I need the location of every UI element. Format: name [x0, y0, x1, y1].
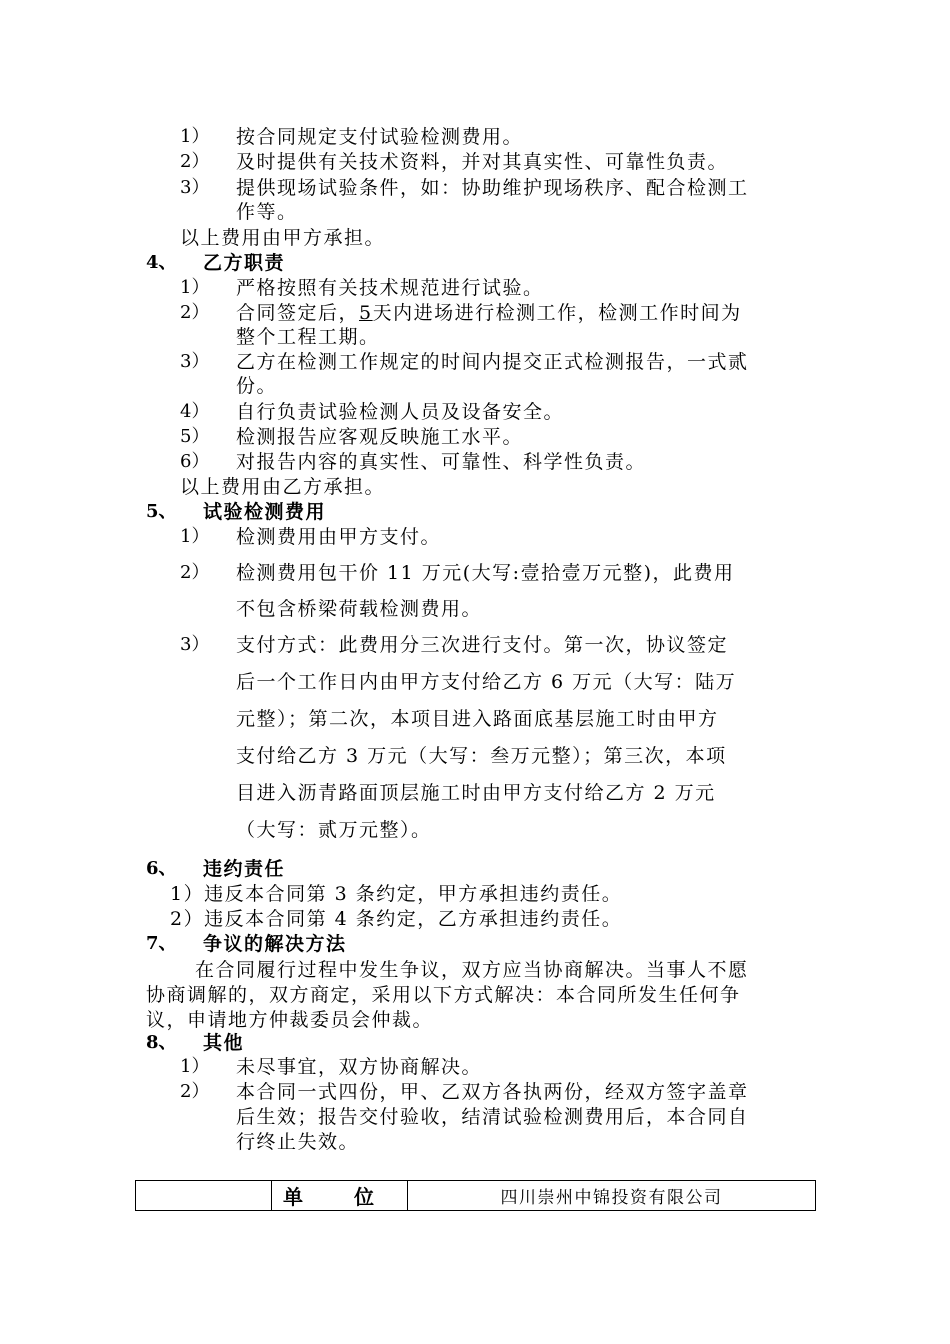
section-6-number: 6、 — [146, 858, 177, 879]
yi-footer: 以上费用由乙方承担。 — [180, 476, 386, 498]
other-item-2-num: 2） — [180, 1081, 210, 1102]
section-4-number: 4、 — [146, 252, 177, 273]
other-item-2-line-1: 本合同一式四份，甲、乙双方各执两份，经双方签字盖章 — [236, 1081, 749, 1103]
fee-item-3-line-5: 目进入沥青路面顶层施工时由甲方支付给乙方 2 万元 — [236, 782, 716, 804]
section-6-title: 违约责任 — [203, 858, 286, 880]
section-5-number: 5、 — [146, 501, 177, 522]
fee-item-1-num: 1） — [180, 526, 210, 547]
yi-item-2-text — [236, 301, 742, 325]
fee-item-2-num: 2） — [180, 562, 210, 583]
yi-item-2-text-cont: 整个工程工期。 — [236, 326, 380, 348]
yi-item-3-num: 3） — [180, 351, 210, 372]
dispute-line-3: 议，申请地方仲裁委员会仲裁。 — [146, 1009, 434, 1031]
yi-item-2-text-pre: 合同签定后， — [236, 302, 360, 324]
signature-table-empty-cell — [136, 1181, 272, 1211]
breach-item-2: 2）违反本合同第 4 条约定，乙方承担违约责任。 — [170, 908, 623, 930]
jia-footer: 以上费用由甲方承担。 — [180, 227, 386, 249]
yi-item-3-text: 乙方在检测工作规定的时间内提交正式检测报告，一式贰 — [236, 351, 749, 373]
other-item-2-line-2: 后生效；报告交付验收，结清试验检测费用后，本合同自 — [236, 1106, 749, 1128]
yi-item-1-text: 严格按照有关技术规范进行试验。 — [236, 277, 544, 299]
fee-item-3-line-3: 元整）；第二次，本项目进入路面底基层施工时由甲方 — [236, 708, 719, 730]
signature-table-row — [136, 1181, 816, 1211]
yi-item-5-text: 检测报告应客观反映施工水平。 — [236, 426, 524, 448]
yi-item-2-days: 5 — [359, 302, 373, 324]
dispute-line-1: 在合同履行过程中发生争议，双方应当协商解决。当事人不愿 — [195, 959, 749, 981]
yi-item-2-num: 2） — [180, 302, 210, 323]
section-8-title: 其他 — [203, 1032, 245, 1054]
yi-item-5-num: 5） — [180, 426, 210, 447]
jia-item-2-num: 2） — [180, 151, 210, 172]
company-name: 四川崇州中锦投资有限公司 — [408, 1181, 816, 1211]
fee-item-3-line-1: 支付方式：此费用分三次进行支付。第一次，协议签定 — [236, 634, 729, 656]
unit-label: 单 位 — [272, 1181, 408, 1211]
jia-item-1-num: 1） — [180, 126, 210, 147]
section-4-title: 乙方职责 — [203, 252, 286, 274]
breach-item-1: 1）违反本合同第 3 条约定，甲方承担违约责任。 — [170, 883, 623, 905]
yi-item-6-num: 6） — [180, 451, 210, 472]
section-5-title: 试验检测费用 — [203, 501, 327, 523]
yi-item-6-text: 对报告内容的真实性、可靠性、科学性负责。 — [236, 451, 647, 473]
jia-item-3-text: 提供现场试验条件，如：协助维护现场秩序、配合检测工 — [236, 177, 749, 199]
other-item-1-num: 1） — [180, 1056, 210, 1077]
jia-item-1-text: 按合同规定支付试验检测费用。 — [236, 126, 524, 148]
jia-item-3-num: 3） — [180, 177, 210, 198]
fee-item-1-text: 检测费用由甲方支付。 — [236, 526, 442, 548]
yi-item-3-text-cont: 份。 — [236, 375, 278, 397]
jia-item-3-text-cont: 作等。 — [236, 201, 298, 223]
section-7-title: 争议的解决方法 — [203, 933, 347, 955]
jia-item-2-text: 及时提供有关技术资料，并对其真实性、可靠性负责。 — [236, 151, 729, 173]
section-7-number: 7、 — [146, 933, 177, 954]
signature-table — [135, 1180, 816, 1211]
fee-item-3-line-2: 后一个工作日内由甲方支付给乙方 6 万元（大写：陆万 — [236, 671, 737, 693]
yi-item-1-num: 1） — [180, 277, 210, 298]
fee-item-2-line-1: 检测费用包干价 11 万元(大写:壹拾壹万元整)，此费用 — [236, 562, 735, 584]
yi-item-4-text: 自行负责试验检测人员及设备安全。 — [236, 401, 565, 423]
section-8-number: 8、 — [146, 1032, 177, 1053]
dispute-line-2: 协商调解的，双方商定，采用以下方式解决：本合同所发生任何争 — [146, 984, 741, 1006]
other-item-2-line-3: 行终止失效。 — [236, 1131, 360, 1153]
other-item-1-text: 未尽事宜，双方协商解决。 — [236, 1056, 483, 1078]
fee-item-2-line-2: 不包含桥梁荷载检测费用。 — [236, 598, 483, 620]
yi-item-2-text-post: 天内进场进行检测工作，检测工作时间为 — [372, 302, 742, 324]
fee-item-3-num: 3） — [180, 634, 210, 655]
fee-item-3-line-4: 支付给乙方 3 万元（大写：叁万元整）；第三次，本项 — [236, 745, 727, 767]
fee-item-3-line-6: （大写：贰万元整）。 — [236, 819, 432, 841]
yi-item-4-num: 4） — [180, 401, 210, 422]
